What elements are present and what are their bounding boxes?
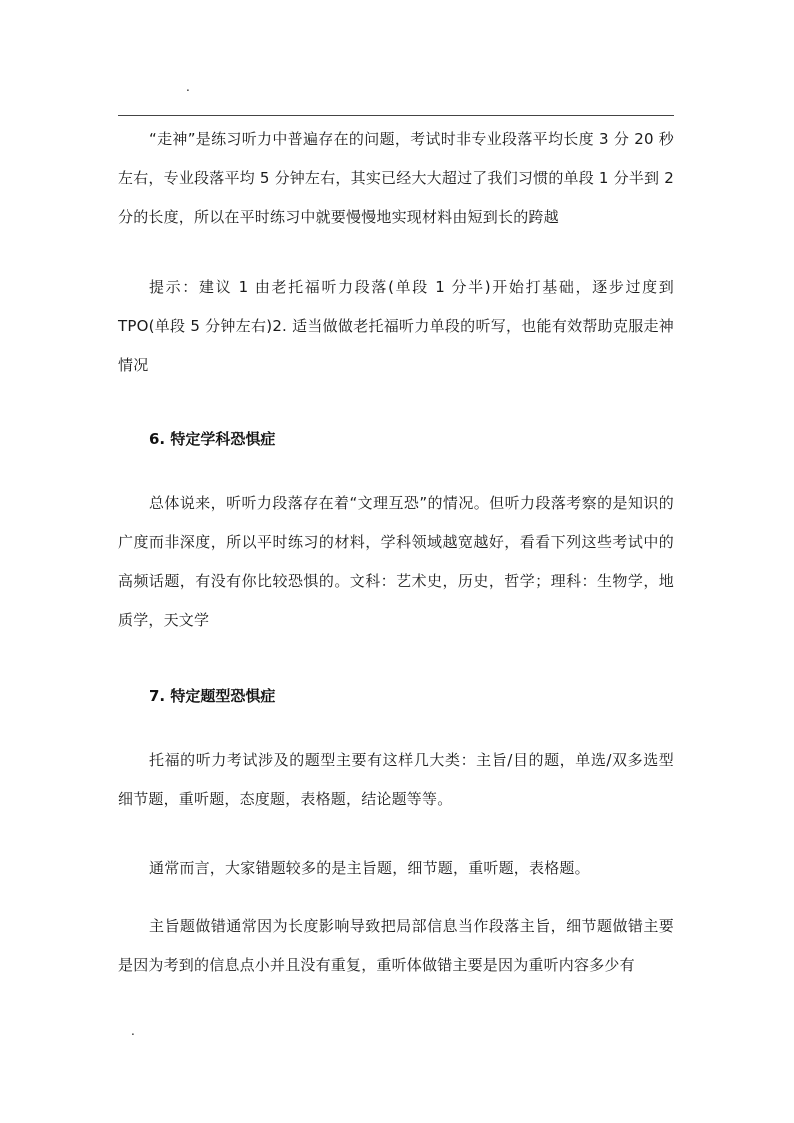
paragraph-common-errors: 通常而言，大家错题较多的是主旨题，细节题，重听题，表格题。: [149, 859, 590, 877]
paragraph-subject-fear: 总体说来，听听力段落存在着“文理互恐”的情况。但听力段落考察的是知识的广度而非深度，所以平时练习的材料，学科领域越宽越好，看看下列这些考试中的高频话题，有没有你比较恐惧的。文科：艺术史，历史，哲学；理科：生物学，地质学，天文学: [118, 494, 674, 629]
paragraph-tip: 提示：建议 1 由老托福听力段落(单段 1 分半)开始打基础，逐步过度到 TPO(单段 5 分钟左右)2. 适当做做老托福听力单段的听写，也能有效帮助克服走神情况: [118, 278, 674, 374]
paragraph-distraction: “走神”是练习听力中普遍存在的问题，考试时非专业段落平均长度 3 分 20 秒左右，专业段落平均 5 分钟左右，其实已经大大超过了我们习惯的单段 1 分半到 2 分的长度，所以在平时练习中就要慢慢地实现材料由短到长的跨越: [118, 130, 674, 226]
footer-mark: .: [131, 1024, 135, 1038]
heading-question-type-fear: 7. 特定题型恐惧症: [149, 687, 276, 705]
header-mark: .: [186, 80, 190, 94]
paragraph-question-types: 托福的听力考试涉及的题型主要有这样几大类：主旨/目的题，单选/双多选型细节题，重听题，态度题，表格题，结论题等等。: [118, 751, 674, 808]
header-divider: [118, 115, 674, 116]
paragraph-error-reasons: 主旨题做错通常因为长度影响导致把局部信息当作段落主旨，细节题做错主要是因为考到的信息点小并且没有重复，重听体做错主要是因为重听内容多少有: [118, 917, 674, 974]
heading-subject-fear: 6. 特定学科恐惧症: [149, 430, 276, 448]
